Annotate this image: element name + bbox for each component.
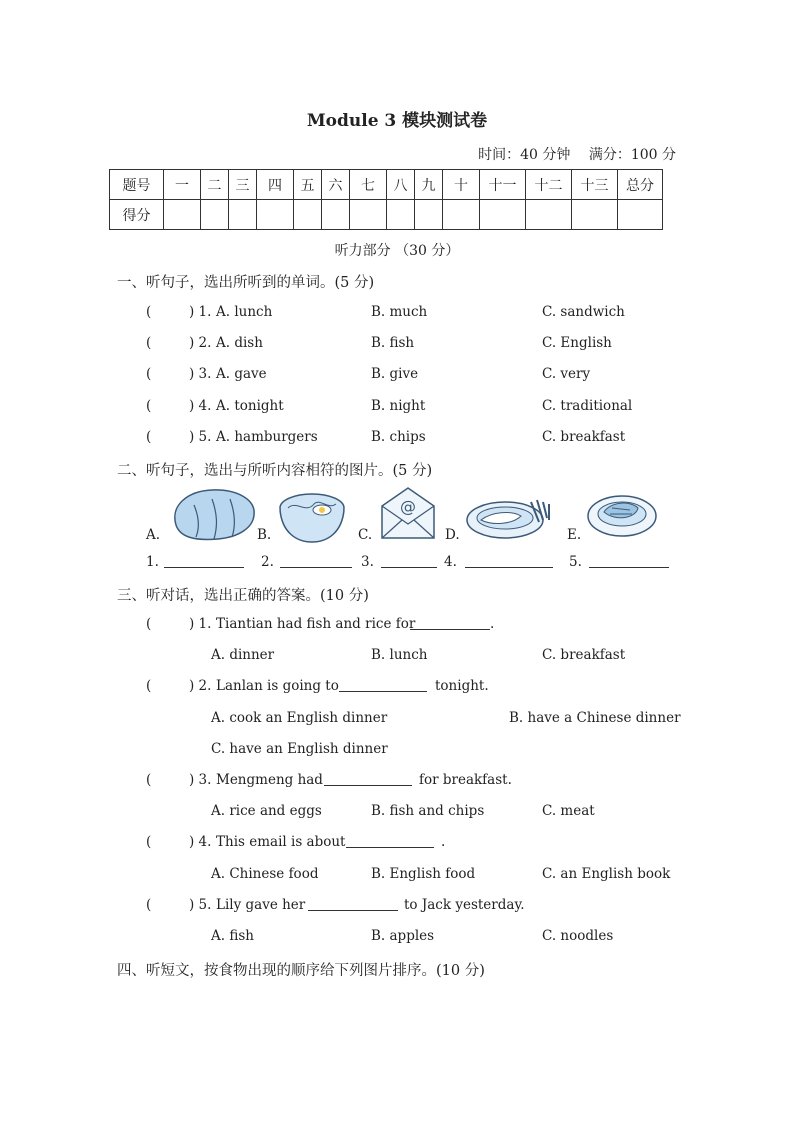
option-b: B. fish (371, 335, 415, 351)
answer-blank[interactable] (410, 616, 490, 630)
header-cell: 十一 (480, 170, 526, 200)
header-cell: 三 (229, 170, 257, 200)
score-cell[interactable] (164, 200, 201, 230)
answer-blank[interactable] (589, 554, 669, 568)
header-cell: 十二 (526, 170, 572, 200)
meat-plate-icon (586, 488, 658, 540)
full-score: 满分：100 分 (588, 147, 676, 163)
option-a: A. hamburgers (216, 429, 318, 445)
header-cell: 总分 (618, 170, 663, 200)
option-c: C. have an English dinner (211, 741, 388, 757)
picture-label: D. (445, 527, 460, 543)
picture-label: E. (567, 527, 582, 543)
header-cell: 九 (415, 170, 443, 200)
option-b: B. night (371, 398, 426, 414)
option-a: A. lunch (216, 304, 273, 320)
score-cell[interactable] (257, 200, 294, 230)
answer-blank[interactable] (164, 554, 244, 568)
option-a: A. Chinese food (211, 866, 319, 882)
item-number: ) 1. (189, 616, 212, 632)
blank-number: 5. (569, 554, 582, 570)
item-number: ) 2. (189, 678, 212, 694)
answer-paren[interactable]: ( (146, 398, 152, 414)
answer-paren[interactable]: ( (146, 304, 152, 320)
header-cell: 七 (350, 170, 387, 200)
score-cell[interactable] (201, 200, 229, 230)
svg-text:@: @ (400, 497, 416, 516)
fish-and-chips-icon (465, 494, 557, 542)
blank-number: 3. (361, 554, 374, 570)
option-a: A. cook an English dinner (211, 710, 388, 726)
answer-blank[interactable] (381, 554, 437, 568)
option-b: B. apples (371, 928, 435, 944)
answer-paren[interactable]: ( (146, 772, 152, 788)
option-b: B. English food (371, 866, 476, 882)
score-cell[interactable] (322, 200, 350, 230)
header-cell: 六 (322, 170, 350, 200)
question-text-end: to Jack yesterday. (404, 897, 525, 913)
header-cell: 五 (294, 170, 322, 200)
answer-blank[interactable] (346, 834, 434, 848)
question-text-end: . (490, 616, 495, 632)
score-cell[interactable] (526, 200, 572, 230)
item-number: ) 3. (189, 772, 212, 788)
bread-icon (166, 485, 258, 543)
question-text: This email is about (216, 834, 346, 850)
option-a: A. gave (216, 366, 267, 382)
option-c: C. breakfast (542, 647, 626, 663)
score-cell[interactable] (229, 200, 257, 230)
header-cell: 四 (257, 170, 294, 200)
option-c: C. sandwich (542, 304, 625, 320)
answer-paren[interactable]: ( (146, 678, 152, 694)
item-number: ) 5. (189, 429, 212, 445)
option-c: C. an English book (542, 866, 671, 882)
score-cell[interactable] (415, 200, 443, 230)
answer-paren[interactable]: ( (146, 366, 152, 382)
question-text-end: . (441, 834, 446, 850)
score-cell[interactable] (443, 200, 480, 230)
picture-label: C. (358, 527, 373, 543)
part2-heading: 二、听句子，选出与所听内容相符的图片。(5 分) (117, 463, 433, 479)
picture-label: B. (257, 527, 272, 543)
score-cell[interactable] (350, 200, 387, 230)
item-number: ) 4. (189, 398, 212, 414)
header-cell: 十三 (572, 170, 618, 200)
header-cell: 题号 (110, 170, 164, 200)
blank-number: 4. (444, 554, 457, 570)
answer-paren[interactable]: ( (146, 834, 152, 850)
question-text-end: tonight. (435, 678, 489, 694)
header-cell: 十 (443, 170, 480, 200)
option-a: A. tonight (216, 398, 284, 414)
option-c: C. traditional (542, 398, 633, 414)
answer-blank[interactable] (339, 678, 427, 692)
option-b: B. chips (371, 429, 426, 445)
answer-blank[interactable] (465, 554, 553, 568)
option-b: B. have a Chinese dinner (509, 710, 681, 726)
option-a: A. rice and eggs (211, 803, 322, 819)
part3-heading: 三、听对话，选出正确的答案。(10 分) (117, 588, 369, 604)
question-text-end: for breakfast. (419, 772, 512, 788)
header-cell: 八 (387, 170, 415, 200)
option-a: A. dish (216, 335, 263, 351)
answer-paren[interactable]: ( (146, 616, 152, 632)
option-b: B. lunch (371, 647, 428, 663)
score-table-header-row (110, 170, 663, 200)
part1-heading: 一、听句子，选出所听到的单词。(5 分) (117, 275, 375, 291)
row-label: 得分 (110, 200, 164, 230)
item-number: ) 4. (189, 834, 212, 850)
score-cell[interactable] (480, 200, 526, 230)
option-c: C. English (542, 335, 612, 351)
score-table-score-row (110, 200, 663, 230)
answer-paren[interactable]: ( (146, 897, 152, 913)
question-text: Tiantian had fish and rice for (216, 616, 416, 632)
score-cell[interactable] (572, 200, 618, 230)
picture-label: A. (146, 527, 161, 543)
page-title: Module 3 模块测试卷 (306, 111, 488, 131)
item-number: ) 1. (189, 304, 212, 320)
score-table (109, 169, 663, 230)
answer-blank[interactable] (308, 897, 398, 911)
header-cell: 二 (201, 170, 229, 200)
answer-blank[interactable] (324, 772, 412, 786)
header-cell: 一 (164, 170, 201, 200)
item-number: ) 3. (189, 366, 212, 382)
answer-blank[interactable] (280, 554, 352, 568)
option-a: A. fish (211, 928, 254, 944)
option-b: B. fish and chips (371, 803, 485, 819)
score-cell[interactable] (618, 200, 663, 230)
option-c: C. breakfast (542, 429, 626, 445)
option-b: B. much (371, 304, 428, 320)
option-a: A. dinner (211, 647, 275, 663)
part4-heading: 四、听短文，按食物出现的顺序给下列图片排序。(10 分) (117, 963, 485, 979)
listening-section-title: 听力部分 （30 分） (334, 243, 460, 259)
answer-paren[interactable]: ( (146, 335, 152, 351)
time-limit: 时间：40 分钟 (478, 147, 571, 163)
score-cell[interactable] (387, 200, 415, 230)
noodle-bowl-icon (276, 488, 348, 544)
exam-meta (464, 144, 676, 164)
email-envelope-icon (378, 484, 438, 542)
blank-number: 2. (261, 554, 274, 570)
option-c: C. very (542, 366, 591, 382)
option-b: B. give (371, 366, 419, 382)
question-text: Lily gave her (216, 897, 306, 913)
option-c: C. meat (542, 803, 595, 819)
score-cell[interactable] (294, 200, 322, 230)
question-text: Mengmeng had (216, 772, 323, 788)
answer-paren[interactable]: ( (146, 429, 152, 445)
question-text: Lanlan is going to (216, 678, 339, 694)
blank-number: 1. (146, 554, 159, 570)
item-number: ) 2. (189, 335, 212, 351)
option-c: C. noodles (542, 928, 614, 944)
item-number: ) 5. (189, 897, 212, 913)
